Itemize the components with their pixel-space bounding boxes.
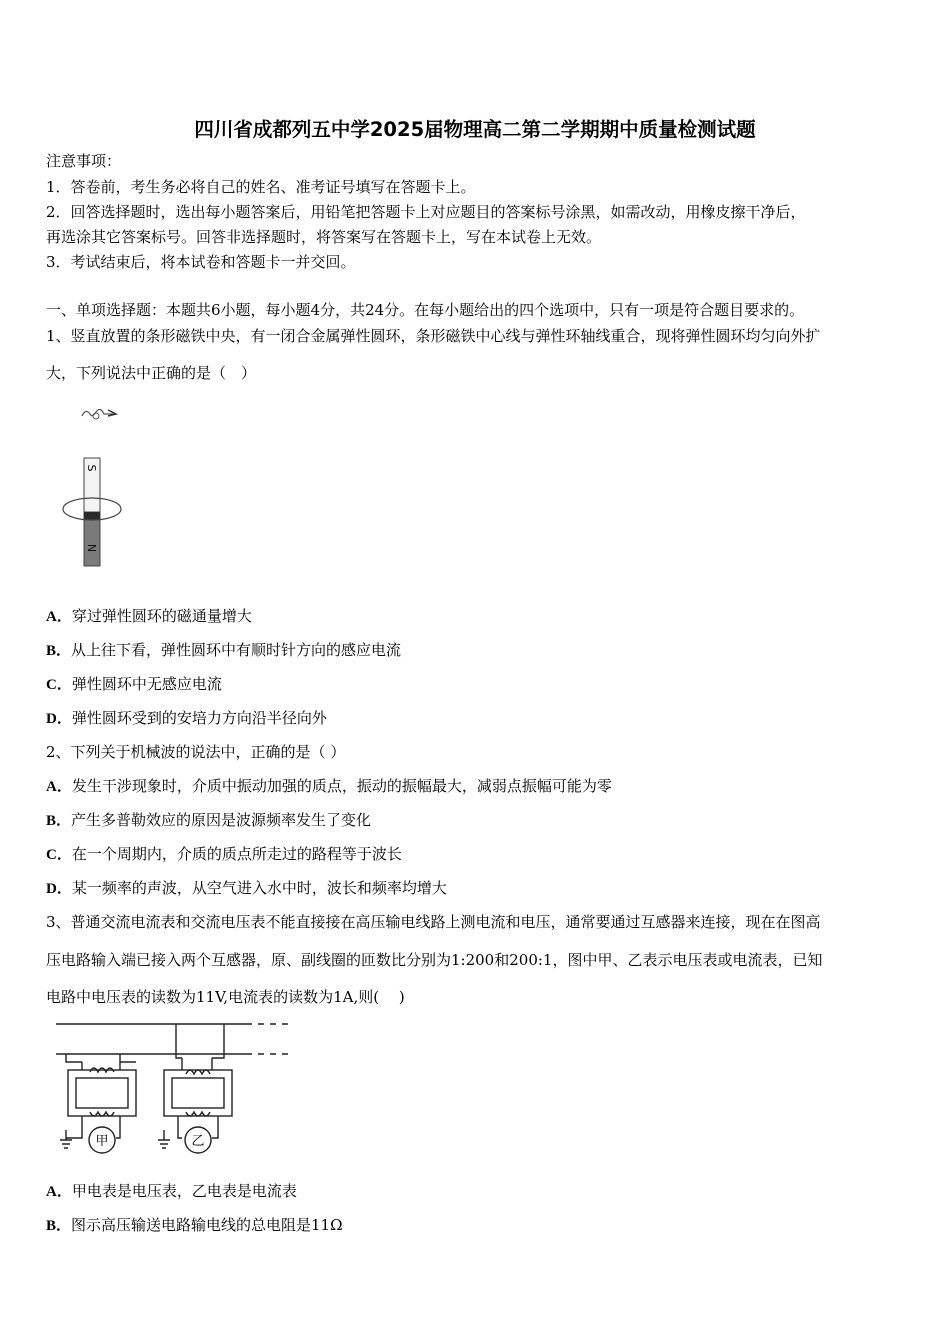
option-a: A．穿过弹性圆环的磁通量增大 — [46, 607, 252, 625]
arrow-decoration — [82, 409, 116, 419]
option-d: D．弹性圆环受到的安培力方向沿半径向外 — [46, 709, 327, 727]
question-2-stem: 2、下列关于机械波的说法中，正确的是（ ） — [46, 743, 346, 761]
meter-jia-label: 甲 — [95, 1134, 109, 1149]
option-a: A．甲电表是电压表，乙电表是电流表 — [46, 1182, 297, 1200]
magnet-ring-figure — [58, 402, 138, 577]
transformer-circuit-figure — [52, 1018, 292, 1158]
magnet-n-label: N — [85, 543, 98, 553]
option-b: B．从上往下看，弹性圆环中有顺时针方向的感应电流 — [46, 641, 402, 659]
question-1-stem: 1、竖直放置的条形磁铁中央，有一闭合金属弹性圆环，条形磁铁中心线与弹性环轴线重合，现将弹性圆环均匀向外扩 — [46, 327, 821, 345]
magnet-s-label: S — [85, 464, 98, 472]
option-b: B．产生多普勒效应的原因是波源频率发生了变化 — [46, 811, 372, 829]
question-3-stem: 3、普通交流电流表和交流电压表不能直接接在高压输电线路上测电流和电压，通常要通过互感器来连接，现在在图高 — [46, 913, 821, 931]
option-a: A．发生干涉现象时，介质中振动加强的质点，振动的振幅最大，减弱点振幅可能为零 — [46, 777, 612, 795]
page-title: 四川省成都列五中学2025届物理高二第二学期期中质量检测试题 — [194, 118, 756, 141]
option-b: B．图示高压输送电路输电线的总电阻是11Ω — [46, 1216, 343, 1234]
notice-line: 1．答卷前，考生务必将自己的姓名、准考证号填写在答题卡上。 — [46, 178, 476, 196]
question-3-stem: 电路中电压表的读数为11V,电流表的读数为1A,则( ) — [46, 988, 405, 1006]
question-1-stem: 大，下列说法中正确的是（ ） — [46, 364, 257, 382]
section-heading: 一、单项选择题：本题共6小题，每小题4分，共24分。在每小题给出的四个选项中，只有一项是符合题目要求的。 — [46, 301, 805, 319]
notice-line: 再选涂其它答案标号。回答非选择题时，将答案写在答题卡上，写在本试卷上无效。 — [46, 228, 602, 246]
notice-line: 3．考试结束后，将本试卷和答题卡一并交回。 — [46, 253, 356, 271]
option-d: D．某一频率的声波，从空气进入水中时，波长和频率均增大 — [46, 879, 447, 897]
notice-line: 2．回答选择题时，选出每小题答案后，用铅笔把答题卡上对应题目的答案标号涂黑，如需改动，用橡皮擦干净后， — [46, 203, 806, 221]
option-c: C．在一个周期内，介质的质点所走过的路程等于波长 — [46, 845, 402, 863]
notice-heading: 注意事项： — [46, 152, 122, 170]
meter-yi-label: 乙 — [191, 1134, 205, 1149]
option-c: C．弹性圆环中无感应电流 — [46, 675, 222, 693]
question-3-stem: 压电路输入端已接入两个互感器，原、副线圈的匝数比分别为1:200和200:1，图中甲、乙表示电压表或电流表，已知 — [46, 951, 823, 969]
